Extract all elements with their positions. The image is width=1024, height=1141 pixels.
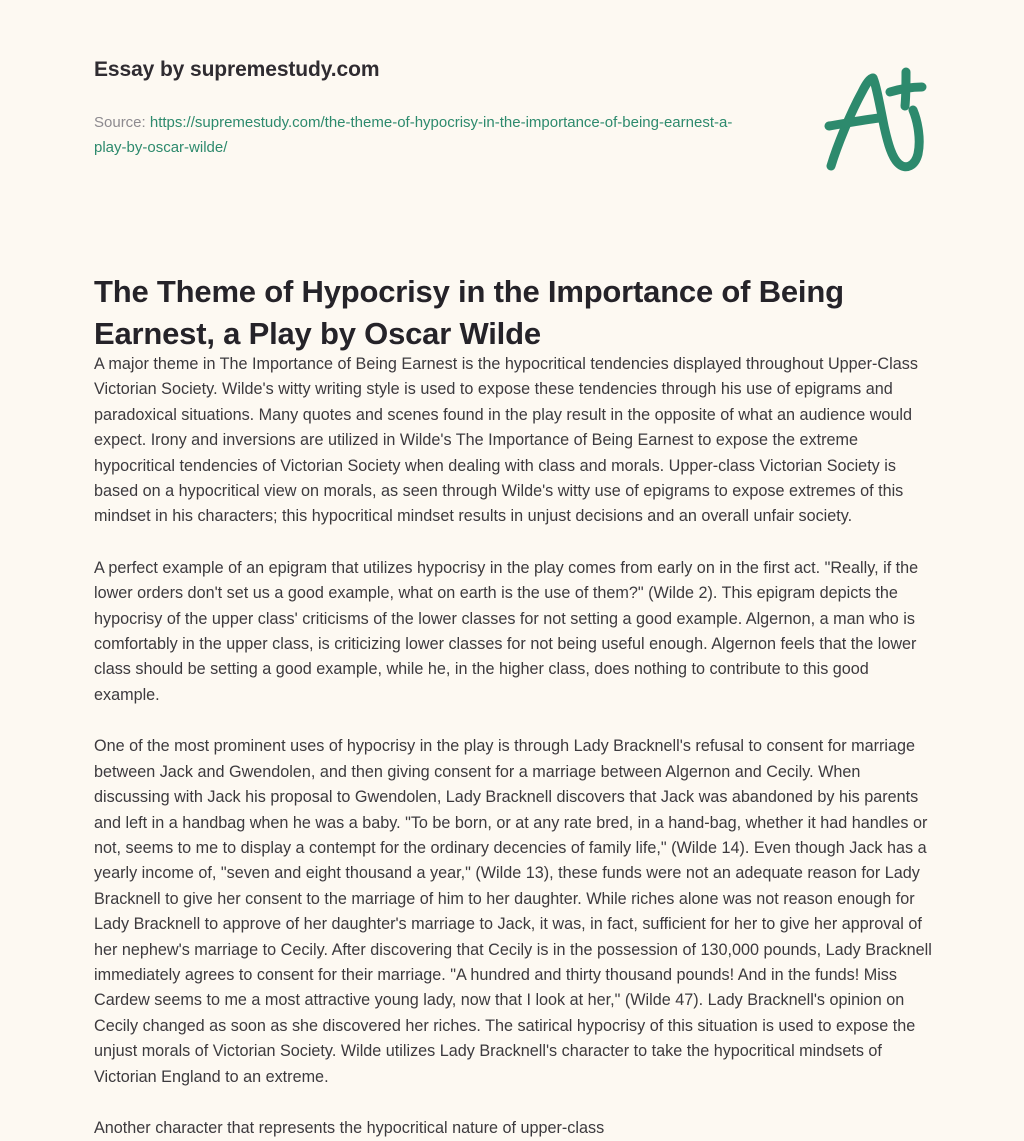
paragraph: A perfect example of an epigram that utilizes hypocrisy in the play comes from early on in the first act. "Really, if the lower orders don't set us a good example, what on earth is the use of them?" (Wilde 2). This epigram depicts the hypocrisy of the upper class' criticisms of the lower classes for not setting a good example. Algernon, a man who is comfortably in the upper class, is criticizing lower classes for not being useful enough. Algernon feels that the lower class should be setting a good example, while he, in the higher class, does nothing to contribute to this good example. xyxy=(94,558,919,704)
paragraph: One of the most prominent uses of hypocrisy in the play is through Lady Bracknell's refusal to consent for marriage between Jack and Gwendolen, and then giving consent for a marriage between Algernon and Cecily. When discussing with Jack his proposal to Gwendolen, Lady Bracknell discovers that Jack was abandoned by his parents and left in a handbag when he was a baby. "To be born, or at any rate bred, in a hand-bag, whether it had handles or not, seems to me to display a contempt for the ordinary decencies of family life," (Wilde 14). Even though Jack has a yearly income of, "seven and eight thousand a year," (Wilde 13), these funds were not an adequate reason for Lady Bracknell to give her consent to the marriage of him to her daughter. While riches alone was not reason enough for Lady Bracknell to approve of her daughter's marriage to Jack, it was, in fact, sufficient for her to give her approval of her nephew's marriage to Cecily. After discovering that Cecily is in the possession of 130,000 pounds, Lady Bracknell immediately agrees to consent for their marriage. "A hundred and thirty thousand pounds! And in the funds! Miss Cardew seems to me a most attractive young lady, now that I look at her," (Wilde 47). Lady Bracknell's opinion on Cecily changed as soon as she discovered her riches. The satirical hypocrisy of this situation is used to expose the unjust morals of Victorian Society. Wilde utilizes Lady Bracknell's character to take the hypocritical mindsets of Victorian England to an extreme. xyxy=(94,737,932,1086)
page-title: The Theme of Hypocrisy in the Importance of Being Earnest, a Play by Oscar Wilde xyxy=(94,273,844,351)
source-url-link[interactable]: https://supremestudy.com/the-theme-of-hypocrisy-in-the-importance-of-being-earnest-a-play-by-oscar-wilde/ xyxy=(94,114,733,156)
a-plus-logo xyxy=(800,62,940,182)
paragraph: Another character that represents the hypocritical nature of upper-class xyxy=(94,1118,605,1137)
page-header xyxy=(0,0,1024,200)
essay-byline: Essay by supremestudy.com xyxy=(94,58,380,81)
source-label: Source: xyxy=(94,114,146,131)
a-plus-logo-icon xyxy=(800,62,940,182)
source-line xyxy=(94,110,734,160)
paragraph: A major theme in The Importance of Being Earnest is the hypocritical tendencies displayed throughout Upper-Class Victorian Society. Wilde's witty writing style is used to expose these tendencies through his use of epigrams and paradoxical situations. Many quotes and scenes found in the play result in the opposite of what an audience would expect. Irony and inversions are utilized in Wilde's The Importance of Being Earnest to expose the extreme hypocritical tendencies of Victorian Society when dealing with class and morals. Upper-class Victorian Society is based on a hypocritical view on morals, as seen through Wilde's witty use of epigrams to expose extremes of this mindset in his characters; this hypocritical mindset results in unjust decisions and an overall unfair society. xyxy=(94,355,918,526)
article-body xyxy=(94,352,934,1141)
